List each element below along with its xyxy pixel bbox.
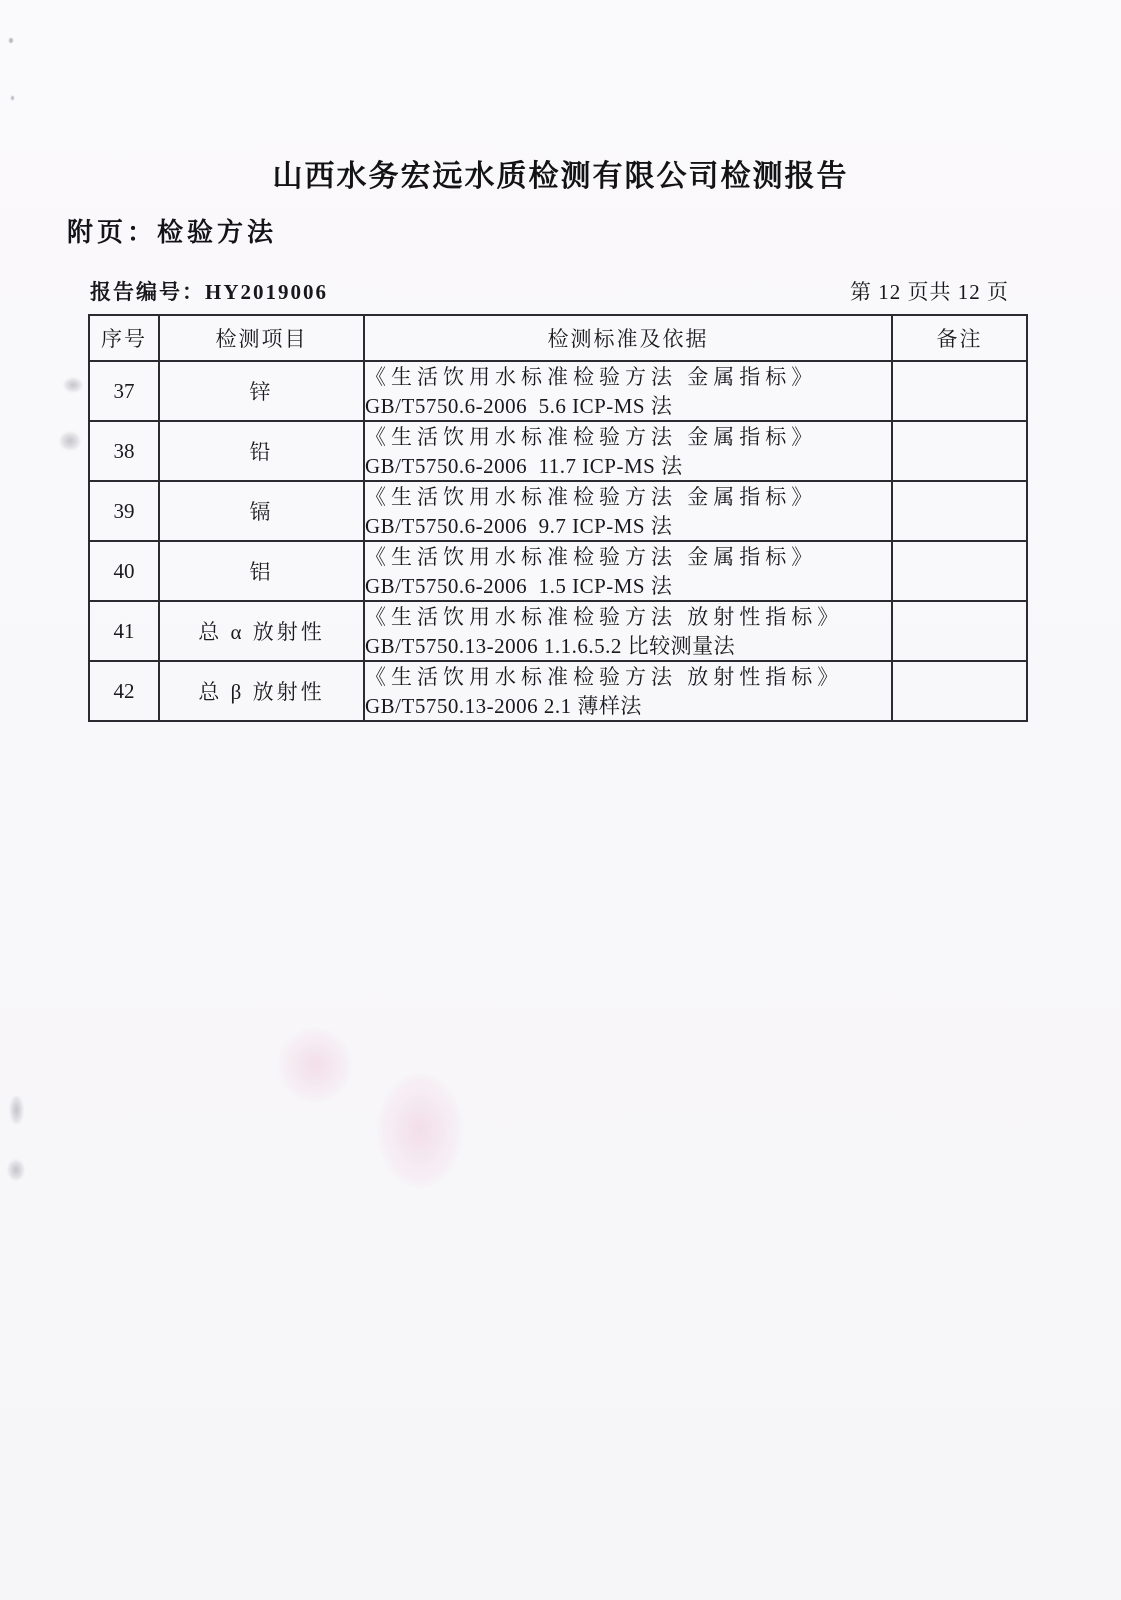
page-title: 山西水务宏远水质检测有限公司检测报告 <box>272 160 849 193</box>
scan-artifact <box>9 38 13 43</box>
attachment-subtitle: 附页：检验方法 <box>67 218 278 247</box>
scan-artifact <box>380 1075 460 1185</box>
row-number-cell: 41 <box>89 601 159 661</box>
remark-cell <box>892 541 1027 601</box>
remark-cell <box>892 661 1027 721</box>
remark-cell <box>892 481 1027 541</box>
report-number: 报告编号：HY2019006 <box>90 280 328 304</box>
row-number-cell: 42 <box>89 661 159 721</box>
table-body <box>89 361 1027 721</box>
standard-cell <box>364 421 892 481</box>
test-item-cell: 铅 <box>159 421 364 481</box>
standard-line1: 《生活饮用水标准检验方法 金属指标》 <box>365 364 818 389</box>
standard-cell <box>364 481 892 541</box>
header-serial-number: 序号 <box>89 315 159 361</box>
row-number-cell: 39 <box>89 481 159 541</box>
standard-cell <box>364 541 892 601</box>
standard-line2: GB/T5750.6-2006 5.6 ICP-MS 法 <box>365 393 673 418</box>
test-item-cell: 总 α 放射性 <box>159 601 364 661</box>
test-item-cell: 镉 <box>159 481 364 541</box>
test-item-cell: 铝 <box>159 541 364 601</box>
standard-line2: GB/T5750.6-2006 11.7 ICP-MS 法 <box>365 453 683 478</box>
scan-artifact <box>60 432 80 450</box>
row-number-cell: 40 <box>89 541 159 601</box>
header-remark: 备注 <box>892 315 1027 361</box>
row-number-cell: 37 <box>89 361 159 421</box>
table-header-row <box>89 315 1027 361</box>
standard-cell <box>364 601 892 661</box>
test-item-cell: 锌 <box>159 361 364 421</box>
test-item-cell: 总 β 放射性 <box>159 661 364 721</box>
standard-line1: 《生活饮用水标准检验方法 放射性指标》 <box>365 604 844 629</box>
standard-line2: GB/T5750.6-2006 9.7 ICP-MS 法 <box>365 513 673 538</box>
scan-artifact <box>8 1160 24 1180</box>
scan-artifact <box>10 1096 23 1124</box>
standard-line2: GB/T5750.13-2006 2.1 薄样法 <box>365 693 642 718</box>
row-number-cell: 38 <box>89 421 159 481</box>
remark-cell <box>892 421 1027 481</box>
standard-line2: GB/T5750.6-2006 1.5 ICP-MS 法 <box>365 573 673 598</box>
standard-line1: 《生活饮用水标准检验方法 放射性指标》 <box>365 664 844 689</box>
standard-line2: GB/T5750.13-2006 1.1.6.5.2 比较测量法 <box>365 633 736 658</box>
test-methods-table <box>88 314 1028 722</box>
standard-cell <box>364 661 892 721</box>
standard-line1: 《生活饮用水标准检验方法 金属指标》 <box>365 544 818 569</box>
table-row <box>89 481 1027 541</box>
scan-artifact <box>11 96 14 100</box>
header-test-standard: 检测标准及依据 <box>364 315 892 361</box>
header-test-item: 检测项目 <box>159 315 364 361</box>
remark-cell <box>892 361 1027 421</box>
page-indicator: 第 12 页共 12 页 <box>850 280 1009 304</box>
scan-artifact <box>280 1030 350 1100</box>
remark-cell <box>892 601 1027 661</box>
scan-artifact <box>64 378 82 392</box>
table-row <box>89 601 1027 661</box>
table-row <box>89 361 1027 421</box>
standard-line1: 《生活饮用水标准检验方法 金属指标》 <box>365 484 818 509</box>
standard-line1: 《生活饮用水标准检验方法 金属指标》 <box>365 424 818 449</box>
standard-cell <box>364 361 892 421</box>
table-row <box>89 661 1027 721</box>
table-row <box>89 421 1027 481</box>
table-row <box>89 541 1027 601</box>
